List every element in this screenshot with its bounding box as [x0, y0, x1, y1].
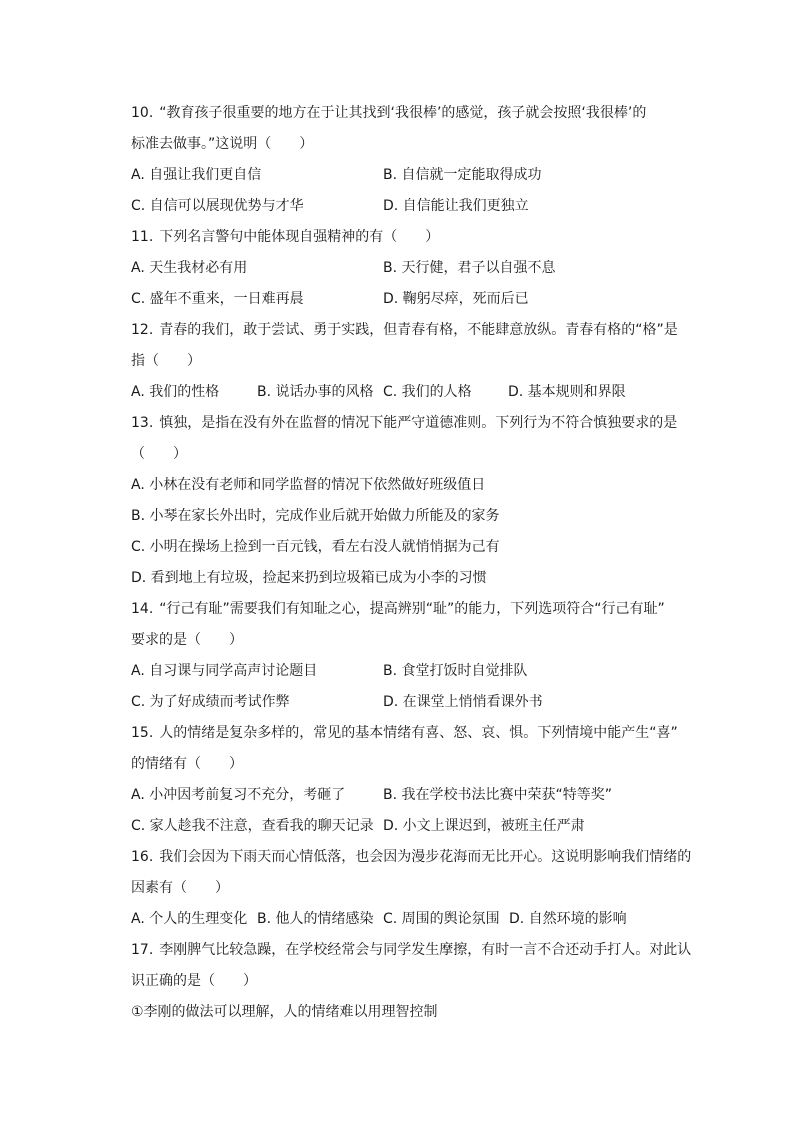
option-b: B. 天行健，君子以自强不息	[383, 260, 556, 276]
question-13-line-2: （ ）	[131, 446, 187, 462]
option-c: C. 自信可以展现优势与才华	[131, 198, 304, 214]
option-c: C. 为了好成绩而考试作弊	[131, 694, 290, 710]
option-b: B. 食堂打饭时自觉排队	[383, 663, 528, 679]
question-16-line-1	[131, 847, 694, 867]
option-b: B. 小琴在家长外出时，完成作业后就开始做力所能及的家务	[131, 508, 500, 524]
question-number: 15.	[131, 725, 154, 741]
option-d: D. 在课堂上悄悄看课外书	[383, 694, 543, 710]
question-11-line-1	[131, 227, 694, 247]
option-b: B. 自信就一定能取得成功	[383, 167, 542, 183]
option-d: D. 自然环境的影响	[509, 911, 627, 927]
question-14-line-1	[131, 599, 694, 619]
question-16-line-2: 因素有（ ）	[131, 880, 229, 896]
question-stem: 李刚脾气比较急躁，在学校经常会与同学发生摩擦，有时一言不合还动手打人。对此认	[159, 942, 692, 958]
question-15-line-2: 的情绪有（ ）	[131, 756, 243, 772]
option-a: A. 个人的生理变化	[131, 911, 248, 927]
option-a: A. 小冲因考前复习不充分，考砸了	[131, 787, 346, 803]
option-a: A. 小林在没有老师和同学监督的情况下依然做好班级值日	[131, 477, 486, 493]
question-12-line-1	[131, 320, 694, 340]
question-10-line-2: 标准去做事。”这说明（ ）	[131, 136, 314, 152]
question-number: 13.	[131, 415, 154, 431]
question-stem: “教育孩子很重要的地方在于让其找到‘我很棒’的感觉，孩子就会按照‘我很棒’的	[159, 105, 647, 121]
question-number: 10.	[131, 105, 154, 121]
question-10-line-1	[131, 103, 694, 123]
question-stem: 慎独，是指在没有外在监督的情况下能严守道德准则。下列行为不符合慎独要求的是	[159, 415, 678, 431]
question-number: 17.	[131, 942, 154, 958]
question-stem: 人的情绪是复杂多样的，常见的基本情绪有喜、怒、哀、惧。下列情境中能产生“喜”	[159, 725, 678, 741]
option-d: D. 看到地上有垃圾，捡起来扔到垃圾箱已成为小李的习惯	[131, 570, 487, 586]
option-d: D. 鞠躬尽瘁，死而后已	[383, 291, 529, 307]
option-b: B. 我在学校书法比赛中荣获“特等奖”	[383, 787, 613, 803]
question-number: 11.	[131, 229, 154, 245]
option-a: A. 天生我材必有用	[131, 260, 248, 276]
question-17-line-1	[131, 940, 694, 960]
option-c: C. 盛年不重来，一日难再晨	[131, 291, 304, 307]
option-c: C. 周围的舆论氛围	[383, 911, 500, 927]
question-stem: 下列名言警句中能体现自强精神的有（ ）	[159, 229, 440, 245]
option-c: C. 小明在操场上捡到一百元钱，看左右没人就悄悄据为己有	[131, 539, 500, 555]
question-stem: 我们会因为下雨天而心情低落，也会因为漫步花海而无比开心。这说明影响我们情绪的	[159, 849, 692, 865]
question-stem: 青春的我们，敢于尝试、勇于实践，但青春有格，不能肆意放纵。青春有格的“格”是	[159, 322, 678, 338]
question-13-line-1	[131, 413, 694, 433]
question-stem: “行己有耻”需要我们有知耻之心，提高辨别“耻”的能力，下列选项符合“行己有耻”	[159, 601, 665, 617]
question-number: 14.	[131, 601, 154, 617]
option-a: A. 自习课与同学高声讨论题目	[131, 663, 318, 679]
option-1: ①李刚的做法可以理解，人的情绪难以用理智控制	[131, 1004, 438, 1020]
option-a: A. 自强让我们更自信	[131, 167, 262, 183]
option-c: C. 我们的人格	[383, 384, 472, 400]
question-15-line-1	[131, 723, 694, 743]
option-d: D. 自信能让我们更独立	[383, 198, 529, 214]
question-14-line-2: 要求的是（ ）	[131, 632, 243, 648]
option-b: B. 他人的情绪感染	[257, 911, 374, 927]
option-c: C. 家人趁我不注意，查看我的聊天记录	[131, 818, 374, 834]
question-17-line-2: 识正确的是（ ）	[131, 973, 257, 989]
question-number: 16.	[131, 849, 154, 865]
question-number: 12.	[131, 322, 154, 338]
option-d: D. 小文上课迟到，被班主任严肃	[383, 818, 585, 834]
question-12-line-2: 指（ ）	[131, 353, 201, 369]
option-b: B. 说话办事的风格	[257, 384, 374, 400]
option-a: A. 我们的性格	[131, 384, 220, 400]
option-d: D. 基本规则和界限	[508, 384, 626, 400]
